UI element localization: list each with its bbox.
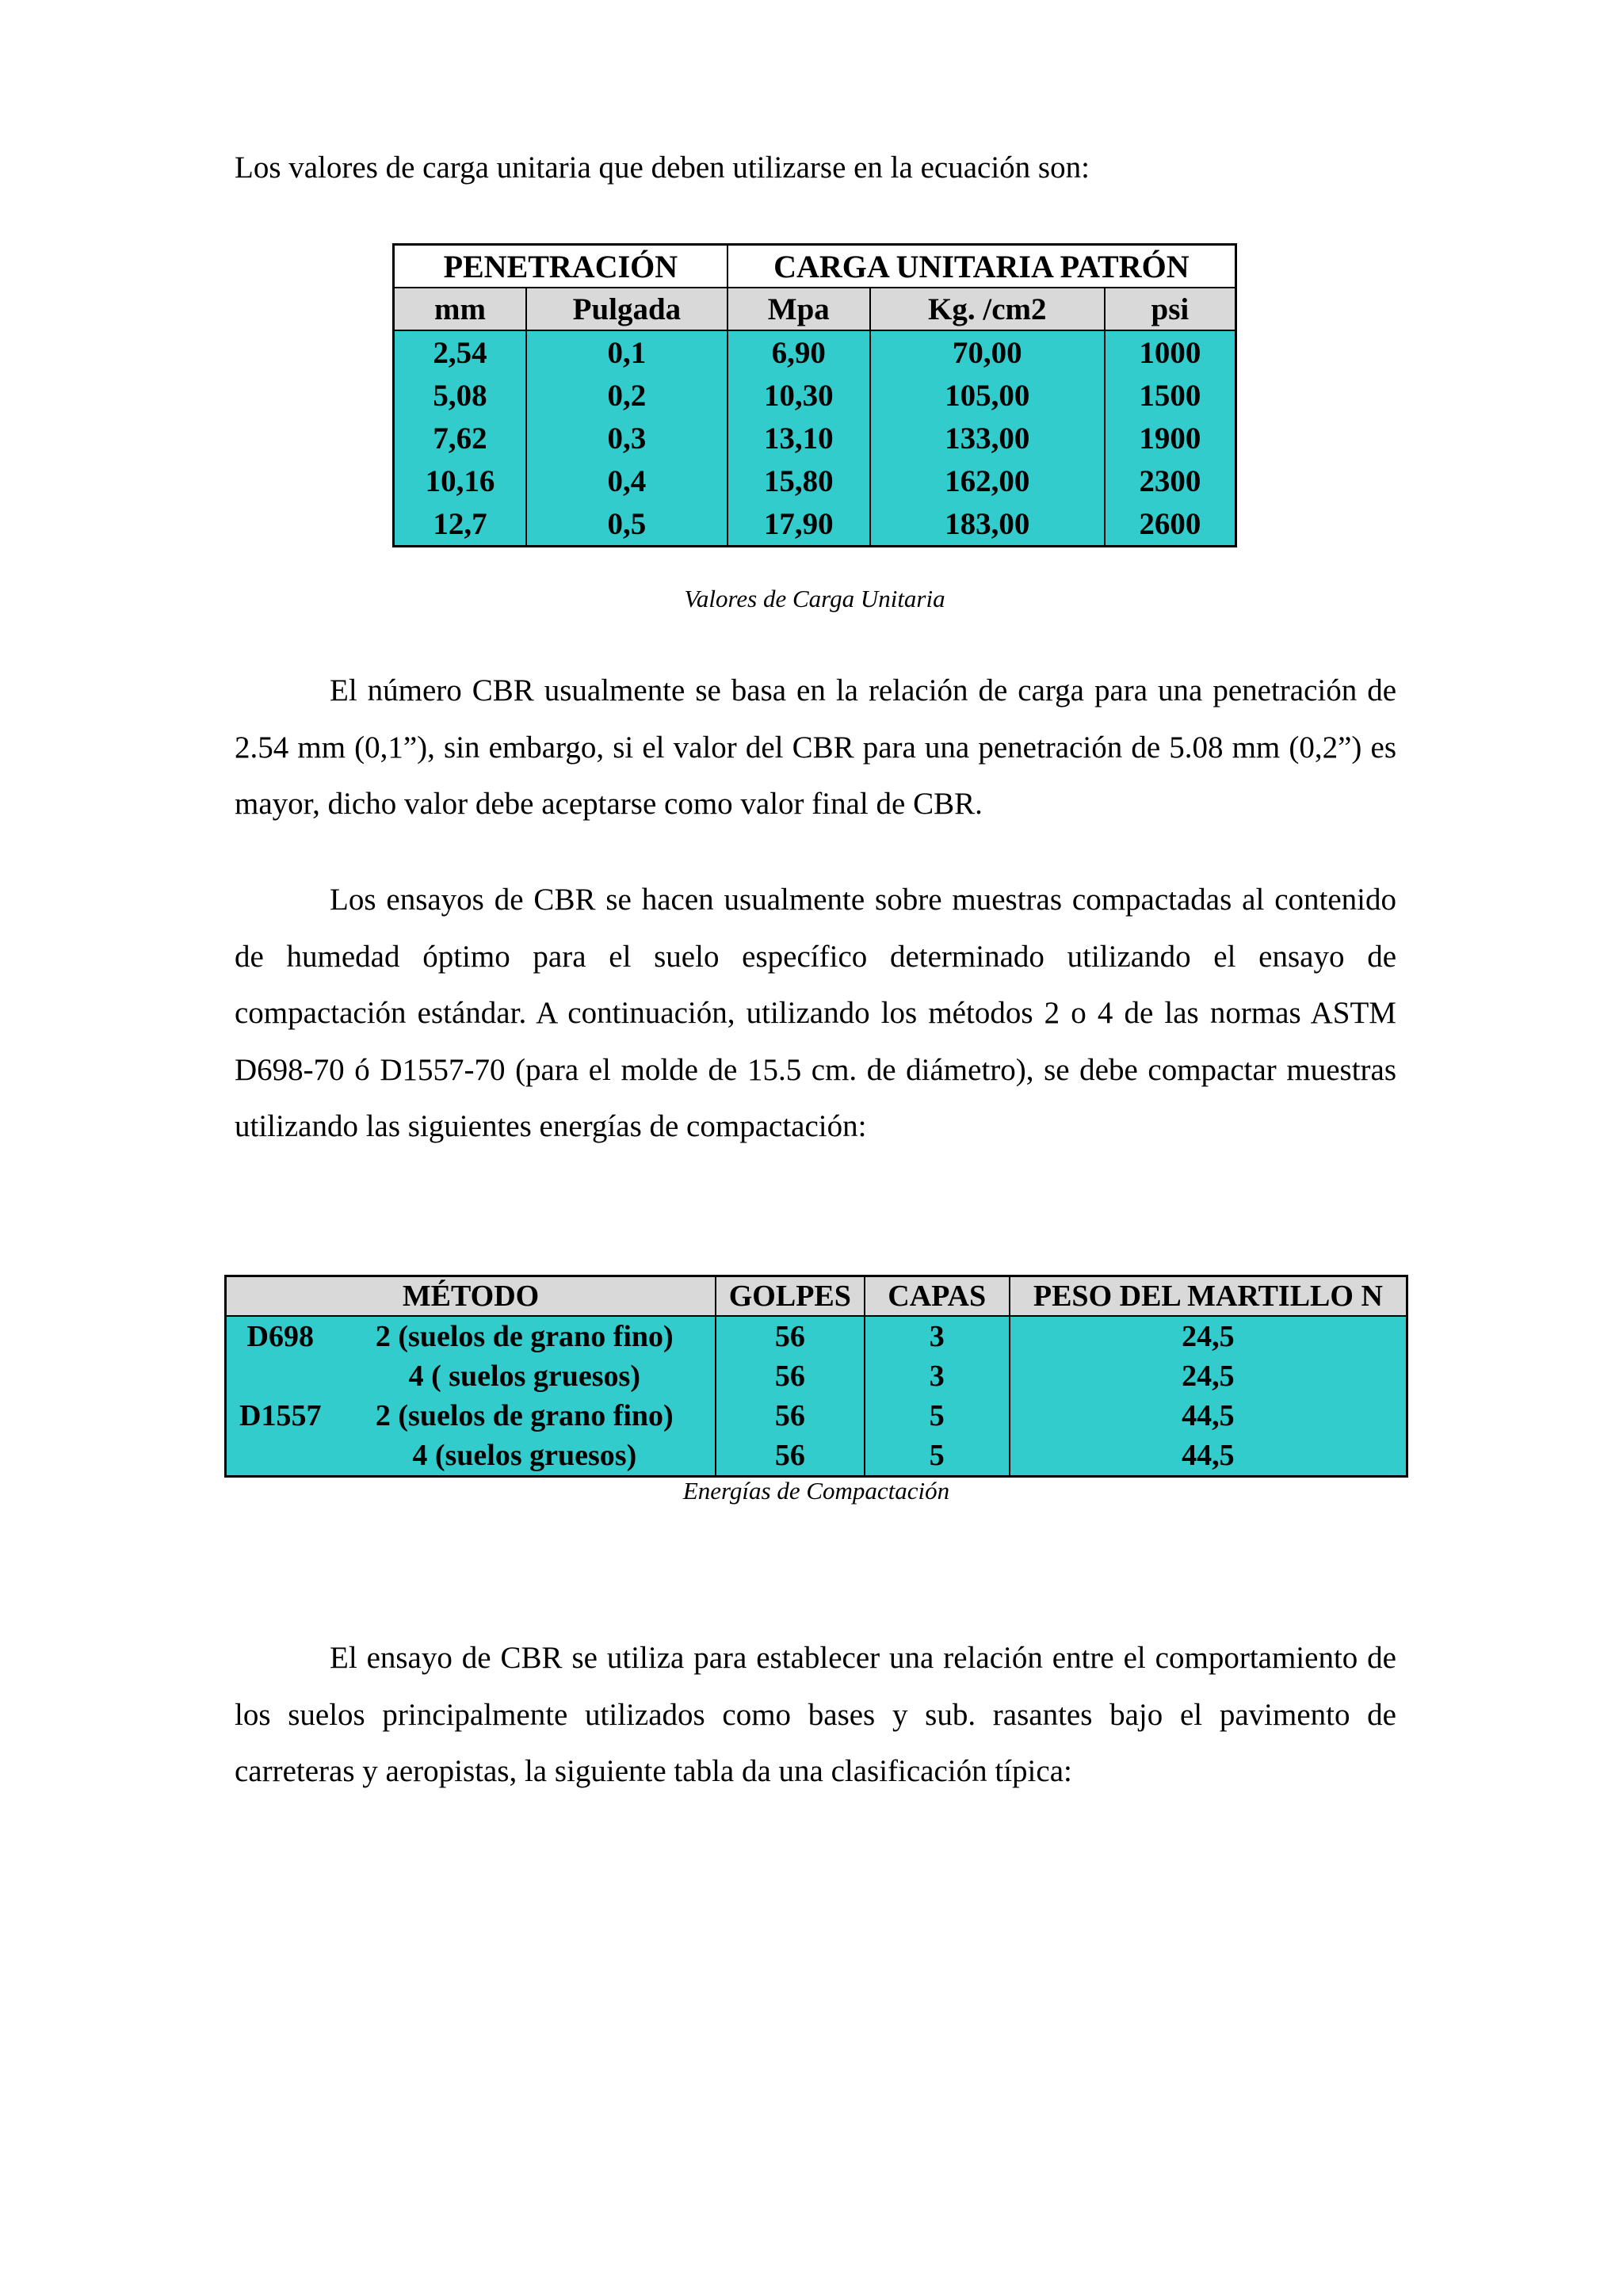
table-row [226, 1356, 1407, 1396]
standard-code: D1557 [226, 1396, 334, 1436]
table1-column-header-row [394, 288, 1236, 330]
cell: 56 [716, 1316, 865, 1356]
table1-caption: Valores de Carga Unitaria [684, 585, 945, 612]
standard-code: D698 [226, 1316, 334, 1356]
table-row [394, 502, 1236, 547]
cell: 10,16 [394, 460, 527, 502]
method-name: 4 ( suelos gruesos) [334, 1356, 716, 1396]
table2-caption: Energías de Compactación [682, 1477, 950, 1505]
col-header-mpa: Mpa [727, 288, 870, 330]
table-row [226, 1316, 1407, 1356]
group-header-carga: CARGA UNITARIA PATRÓN [727, 245, 1236, 288]
cell: 5 [865, 1396, 1010, 1436]
cell: 0,4 [526, 460, 727, 502]
cell: 44,5 [1010, 1436, 1407, 1477]
cell: 1500 [1105, 374, 1236, 417]
table-row [226, 1436, 1407, 1477]
col-header-metodo: MÉTODO [226, 1276, 716, 1317]
col-header-capas: CAPAS [865, 1276, 1010, 1317]
cell: 2,54 [394, 330, 527, 374]
table-row [394, 374, 1236, 417]
cell: 70,00 [870, 330, 1105, 374]
cell: 0,5 [526, 502, 727, 547]
para3-text: El ensayo de CBR se utiliza para establecer una relación entre el comportamiento de los suelos principalmente utilizados como bases y sub. rasantes bajo el pavimento de carreteras y aeropistas, la siguiente tabla da una clasificación típica: [235, 1641, 1396, 1788]
col-header-peso: PESO DEL MARTILLO N [1010, 1276, 1407, 1317]
cell: 5,08 [394, 374, 527, 417]
cell: 0,1 [526, 330, 727, 374]
table-row [394, 417, 1236, 460]
para1-text: El número CBR usualmente se basa en la relación de carga para una penetración de 2.54 mm (0,1”), sin embargo, si el valor del CBR para una penetración de 5.08 mm (0,2”) es mayor, dicho valor debe aceptarse como valor final de CBR. [235, 673, 1396, 821]
cell: 10,30 [727, 374, 870, 417]
method-name: 4 (suelos gruesos) [334, 1436, 716, 1477]
standard-code [226, 1356, 334, 1396]
cell: 5 [865, 1436, 1010, 1477]
cell: 7,62 [394, 417, 527, 460]
table-row [226, 1396, 1407, 1436]
cell: 24,5 [1010, 1316, 1407, 1356]
col-header-psi: psi [1105, 288, 1236, 330]
cbr-usage-paragraph [235, 1630, 1396, 1800]
cell: 15,80 [727, 460, 870, 502]
cell: 1000 [1105, 330, 1236, 374]
col-header-golpes: GOLPES [716, 1276, 865, 1317]
cell: 2300 [1105, 460, 1236, 502]
cell: 56 [716, 1356, 865, 1396]
cell: 0,2 [526, 374, 727, 417]
intro-text: Los valores de carga unitaria que deben utilizarse en la ecuación son: [235, 151, 1090, 185]
table2-header-row [226, 1276, 1407, 1317]
table-row [394, 460, 1236, 502]
cbr-tests-paragraph [235, 871, 1396, 1155]
load-values-table [392, 243, 1237, 547]
compaction-energy-table [224, 1275, 1408, 1478]
col-header-mm: mm [394, 288, 527, 330]
method-name: 2 (suelos de grano fino) [334, 1316, 716, 1356]
cell: 6,90 [727, 330, 870, 374]
cell: 12,7 [394, 502, 527, 547]
intro-paragraph [235, 139, 1396, 196]
method-name: 2 (suelos de grano fino) [334, 1396, 716, 1436]
table1-group-header-row [394, 245, 1236, 288]
cell: 24,5 [1010, 1356, 1407, 1396]
cell: 105,00 [870, 374, 1105, 417]
cell: 2600 [1105, 502, 1236, 547]
cell: 17,90 [727, 502, 870, 547]
table-row [394, 330, 1236, 374]
cbr-number-paragraph [235, 662, 1396, 833]
col-header-pulgada: Pulgada [526, 288, 727, 330]
cell: 1900 [1105, 417, 1236, 460]
cell: 44,5 [1010, 1396, 1407, 1436]
col-header-kgcm2: Kg. /cm2 [870, 288, 1105, 330]
cell: 133,00 [870, 417, 1105, 460]
cell: 3 [865, 1356, 1010, 1396]
cell: 13,10 [727, 417, 870, 460]
cell: 3 [865, 1316, 1010, 1356]
cell: 162,00 [870, 460, 1105, 502]
cell: 56 [716, 1436, 865, 1477]
cell: 56 [716, 1396, 865, 1436]
para2-text: Los ensayos de CBR se hacen usualmente sobre muestras compactadas al contenido de humedad óptimo para el suelo específico determinado utilizando el ensayo de compactación estándar. A continuación, utilizando los métodos 2 o 4 de las normas ASTM D698-70 ó D1557-70 (para el molde de 15.5 cm. de diámetro), se debe compactar muestras utilizando las siguientes energías de compactación: [235, 883, 1396, 1143]
standard-code [226, 1436, 334, 1477]
cell: 0,3 [526, 417, 727, 460]
group-header-penetracion: PENETRACIÓN [394, 245, 727, 288]
cell: 183,00 [870, 502, 1105, 547]
